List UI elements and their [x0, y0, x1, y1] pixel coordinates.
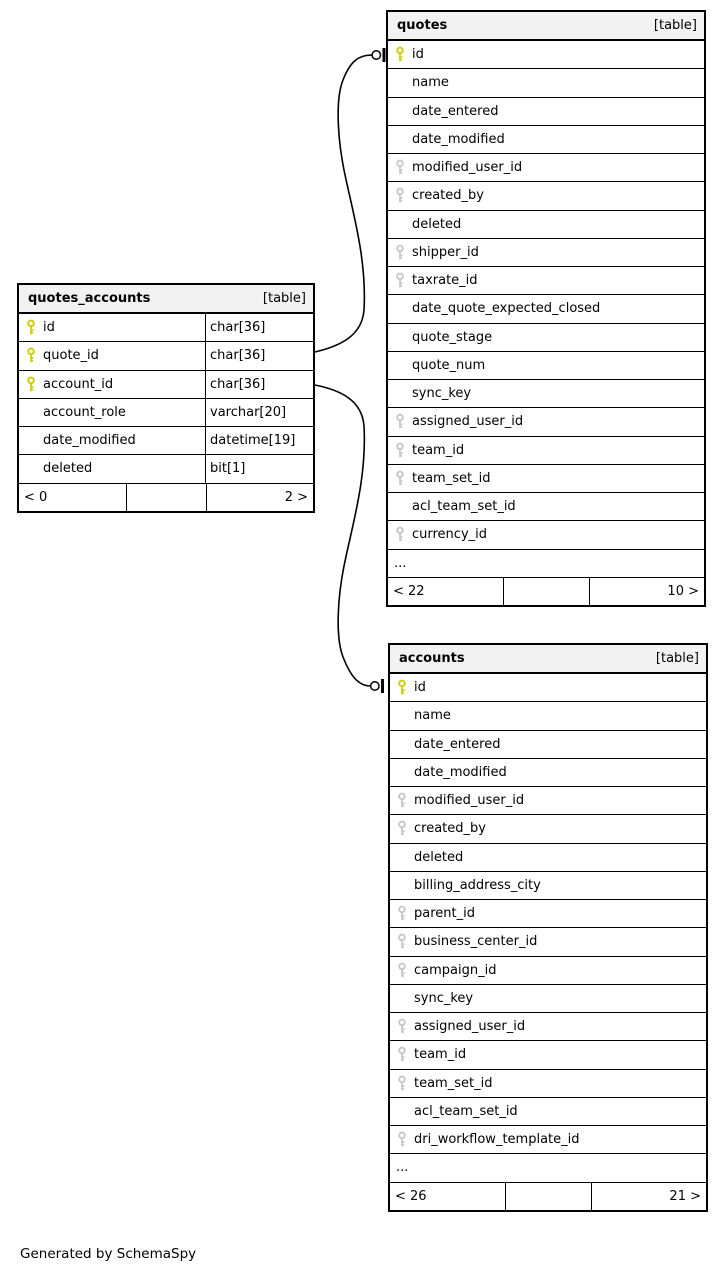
foreign-key-icon — [388, 244, 412, 261]
column-row-date_modified — [390, 759, 706, 787]
column-name: date_quote_expected_closed — [412, 301, 601, 317]
table-header-quotes_accounts[interactable] — [19, 285, 313, 314]
column-name: created_by — [414, 821, 486, 837]
table-header-quotes[interactable] — [388, 12, 704, 41]
foreign-key-glyph — [395, 526, 405, 543]
column-row-deleted — [388, 211, 704, 239]
primary-key-glyph — [26, 347, 36, 364]
foreign-key-icon — [390, 1075, 414, 1092]
column-row-modified_user_id — [388, 154, 704, 182]
column-name: assigned_user_id — [414, 1019, 526, 1035]
column-name: quote_stage — [412, 329, 493, 345]
primary-key-icon — [19, 319, 43, 336]
column-row-date_modified — [19, 427, 313, 455]
footer-children-count: < 0 — [24, 489, 48, 505]
column-type: bit[1] — [205, 455, 313, 482]
column-type: datetime[19] — [205, 427, 313, 454]
column-name: team_id — [414, 1047, 467, 1063]
foreign-key-icon — [390, 820, 414, 837]
foreign-key-glyph — [397, 820, 407, 837]
table-type-badge: [table] — [262, 291, 306, 306]
foreign-key-glyph — [395, 470, 405, 487]
relationship-line-account_id-to-accounts — [315, 385, 371, 686]
primary-key-glyph — [26, 376, 36, 393]
column-row-account_role — [19, 399, 313, 427]
column-name: acl_team_set_id — [414, 1103, 518, 1119]
foreign-key-icon — [388, 413, 412, 430]
column-name: date_entered — [414, 736, 501, 752]
column-row-name — [388, 69, 704, 97]
column-name: team_id — [412, 442, 465, 458]
foreign-key-glyph — [395, 272, 405, 289]
foreign-key-glyph — [397, 933, 407, 950]
hidden-columns-ellipsis: ... — [388, 550, 704, 578]
column-row-business_center_id — [390, 928, 706, 956]
column-name: team_set_id — [412, 470, 491, 486]
column-name: parent_id — [414, 906, 475, 922]
foreign-key-glyph — [395, 413, 405, 430]
foreign-key-glyph — [395, 442, 405, 459]
foreign-key-glyph — [397, 905, 407, 922]
column-name: id — [412, 47, 424, 63]
primary-key-icon — [19, 347, 43, 364]
foreign-key-glyph — [395, 187, 405, 204]
column-name: date_modified — [414, 764, 507, 780]
foreign-key-icon — [388, 470, 412, 487]
column-name: date_modified — [412, 131, 505, 147]
column-type: char[36] — [205, 314, 313, 341]
primary-key-icon — [388, 46, 412, 63]
column-row-billing_address_city — [390, 872, 706, 900]
footer-middle-cell — [503, 578, 590, 605]
table-footer — [19, 484, 313, 511]
column-name: billing_address_city — [414, 877, 541, 893]
foreign-key-icon — [388, 159, 412, 176]
foreign-key-icon — [390, 792, 414, 809]
one-end-circle-accounts — [371, 682, 379, 690]
primary-key-glyph — [395, 46, 405, 63]
column-row-date_entered — [390, 731, 706, 759]
column-name: acl_team_set_id — [412, 499, 516, 515]
column-name: account_id — [43, 376, 114, 392]
column-row-campaign_id — [390, 957, 706, 985]
column-row-team_id — [390, 1041, 706, 1069]
column-type: char[36] — [205, 342, 313, 369]
column-row-assigned_user_id — [390, 1013, 706, 1041]
column-row-team_set_id — [388, 465, 704, 493]
one-end-circle-quotes — [372, 51, 380, 59]
column-name: campaign_id — [414, 962, 497, 978]
column-row-parent_id — [390, 900, 706, 928]
column-name: deleted — [43, 461, 93, 477]
column-row-dri_workflow_template_id — [390, 1126, 706, 1154]
column-name: date_modified — [43, 433, 136, 449]
column-row-id — [19, 314, 313, 342]
column-row-name — [390, 702, 706, 730]
table-footer — [388, 578, 704, 605]
footer-children-count: < 26 — [395, 1188, 427, 1204]
footer-children-count: < 22 — [393, 583, 425, 599]
table-header-accounts[interactable] — [390, 645, 706, 674]
column-row-team_id — [388, 437, 704, 465]
foreign-key-glyph — [397, 792, 407, 809]
column-name: modified_user_id — [412, 160, 523, 176]
column-name: quote_id — [43, 348, 99, 364]
foreign-key-glyph — [397, 1075, 407, 1092]
column-row-taxrate_id — [388, 267, 704, 295]
column-name: team_set_id — [414, 1075, 493, 1091]
column-name: taxrate_id — [412, 273, 478, 289]
column-type: char[36] — [205, 371, 313, 398]
column-row-modified_user_id — [390, 787, 706, 815]
column-row-deleted — [390, 844, 706, 872]
column-type: varchar[20] — [205, 399, 313, 426]
table-title: quotes — [397, 18, 448, 33]
foreign-key-glyph — [397, 1046, 407, 1063]
column-name: deleted — [412, 216, 462, 232]
column-row-id — [388, 41, 704, 69]
column-name: name — [414, 708, 451, 724]
foreign-key-icon — [390, 1131, 414, 1148]
column-row-quote_stage — [388, 324, 704, 352]
column-row-deleted — [19, 455, 313, 483]
table-type-badge: [table] — [653, 18, 697, 33]
primary-key-glyph — [26, 319, 36, 336]
foreign-key-glyph — [397, 962, 407, 979]
footer-parents-count: 2 > — [284, 489, 308, 505]
hidden-columns-ellipsis: ... — [390, 1154, 706, 1182]
foreign-key-icon — [390, 905, 414, 922]
column-row-account_id — [19, 371, 313, 399]
column-name: assigned_user_id — [412, 414, 524, 430]
column-name: sync_key — [412, 386, 472, 402]
primary-key-icon — [19, 376, 43, 393]
foreign-key-icon — [390, 962, 414, 979]
footer-parents-count: 21 > — [669, 1188, 701, 1204]
foreign-key-glyph — [395, 159, 405, 176]
column-name: business_center_id — [414, 934, 538, 950]
foreign-key-icon — [388, 442, 412, 459]
column-row-team_set_id — [390, 1070, 706, 1098]
foreign-key-glyph — [395, 244, 405, 261]
column-row-id — [390, 674, 706, 702]
primary-key-glyph — [397, 679, 407, 696]
column-name: dri_workflow_template_id — [414, 1132, 580, 1148]
column-name: account_role — [43, 404, 126, 420]
generator-credit: Generated by SchemaSpy — [20, 1246, 197, 1262]
column-row-created_by — [388, 182, 704, 210]
column-row-shipper_id — [388, 239, 704, 267]
footer-middle-cell — [126, 484, 207, 511]
column-name: deleted — [414, 849, 464, 865]
relationship-line-quote_id-to-quotes — [315, 55, 372, 352]
column-name: currency_id — [412, 527, 488, 543]
table-quotes-accounts — [17, 283, 315, 513]
column-row-sync_key — [388, 380, 704, 408]
column-row-date_quote_expected_closed — [388, 295, 704, 323]
foreign-key-icon — [388, 187, 412, 204]
column-row-created_by — [390, 815, 706, 843]
column-row-date_entered — [388, 98, 704, 126]
footer-middle-cell — [505, 1183, 592, 1210]
one-end-bar-accounts — [381, 679, 384, 693]
table-title: accounts — [399, 651, 465, 666]
primary-key-icon — [390, 679, 414, 696]
column-name: quote_num — [412, 357, 486, 373]
table-accounts — [388, 643, 708, 1212]
column-name: modified_user_id — [414, 793, 525, 809]
column-row-assigned_user_id — [388, 408, 704, 436]
column-name: created_by — [412, 188, 484, 204]
column-row-sync_key — [390, 985, 706, 1013]
column-row-acl_team_set_id — [388, 493, 704, 521]
column-name: shipper_id — [412, 244, 479, 260]
foreign-key-glyph — [397, 1131, 407, 1148]
footer-parents-count: 10 > — [667, 583, 699, 599]
table-title: quotes_accounts — [28, 291, 151, 306]
foreign-key-icon — [390, 933, 414, 950]
foreign-key-icon — [390, 1046, 414, 1063]
column-row-acl_team_set_id — [390, 1098, 706, 1126]
column-name: name — [412, 75, 449, 91]
column-row-quote_id — [19, 342, 313, 370]
column-row-currency_id — [388, 521, 704, 549]
foreign-key-icon — [388, 526, 412, 543]
foreign-key-icon — [388, 272, 412, 289]
foreign-key-glyph — [397, 1018, 407, 1035]
table-quotes — [386, 10, 706, 607]
column-name: sync_key — [414, 990, 474, 1006]
column-name: id — [43, 320, 55, 336]
table-type-badge: [table] — [655, 651, 699, 666]
column-name: date_entered — [412, 103, 499, 119]
table-footer — [390, 1183, 706, 1210]
column-row-quote_num — [388, 352, 704, 380]
column-row-date_modified — [388, 126, 704, 154]
foreign-key-icon — [390, 1018, 414, 1035]
column-name: id — [414, 680, 426, 696]
